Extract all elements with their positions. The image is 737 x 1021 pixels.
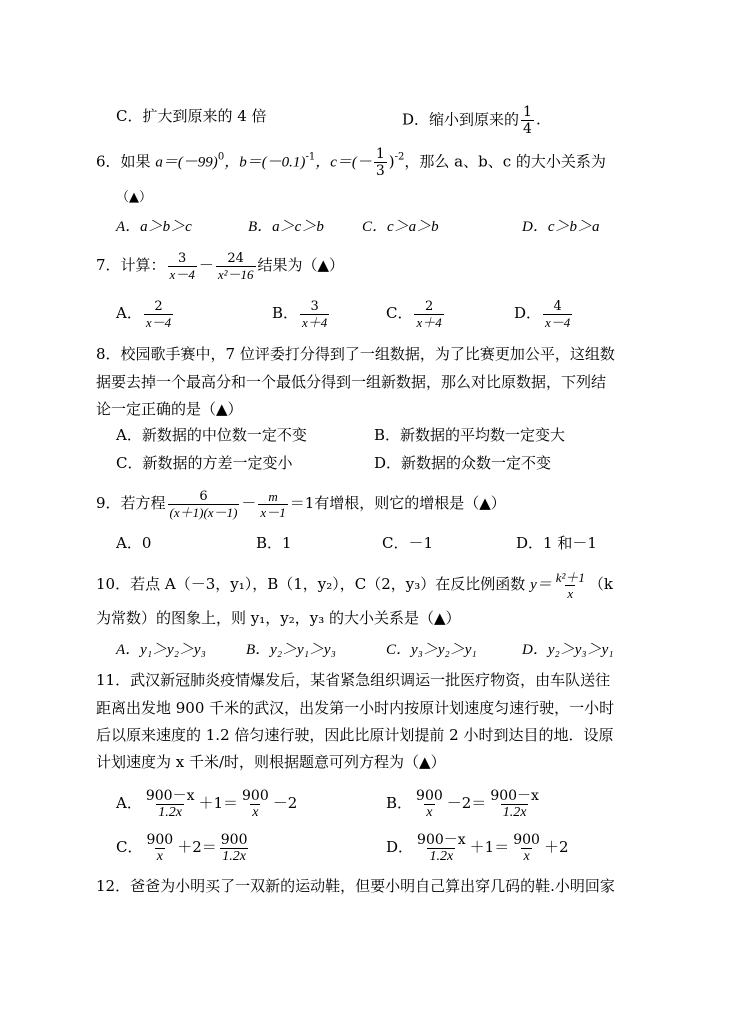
q8-line-1: 8．校园歌手赛中，7 位评委打分得到了一组数据，为了比赛更加公平，这组数 <box>96 345 615 363</box>
q9-stem: 9．若方程 $\frac{6}{(x+1)(x-1)}$ － $\frac{m}{x-1}$ ＝1有增根，则它的增根是（▲） <box>96 488 506 520</box>
q8-option-d: D．新数据的众数一定不变 <box>374 454 552 472</box>
q10-fraction: $\frac{\text{k²＋1}}{x}$ <box>555 569 585 601</box>
q11-option-c: C． $\frac{900}{x}$ ＋2＝ $\frac{900}{1.2x}$ <box>116 831 248 864</box>
q11-line-1: 11．武汉新冠肺炎疫情爆发后，某省紧急组织调运一批医疗物资，由车队送往 <box>96 671 611 689</box>
q7-option-d: D． $\frac{4}{x-4}$ <box>514 298 571 330</box>
q5-option-d: D．缩小到原来的 $\frac{1}{4}$ . <box>402 104 541 137</box>
q8-line-3: 论一定正确的是（▲） <box>96 400 243 418</box>
q10-option-d: D．y₂＞y₃＞y₁ <box>522 642 614 658</box>
q9-option-a: A．0 <box>116 534 152 552</box>
q11-line-2: 距离出发地 900 千米的武汉，出发第一小时内按原计划速度匀速行驶，一小时 <box>96 699 615 717</box>
q8-option-c: C．新数据的方差一定变小 <box>116 454 293 472</box>
q7-option-a: A． $\frac{2}{x-4}$ <box>116 298 172 330</box>
q8-option-b: B．新数据的平均数一定变大 <box>374 426 566 444</box>
q7-fraction-2: $\frac{24}{\text{x²－16}}$ <box>217 250 254 282</box>
q6-c-def: ，c＝(－ <box>315 154 372 171</box>
q7-option-b: B． $\frac{3}{x+4}$ <box>272 298 328 330</box>
q11-line-4: 计划速度为 x 千米/时，则根据题意可列方程为（▲） <box>96 753 446 771</box>
q11-option-b: B． $\frac{900}{x}$ －2＝ $\frac{900-x}{1.2x}$ <box>386 787 539 820</box>
q10-stem: 10．若点 A（－3，y₁），B（1，y₂），C（2，y₃）在反比例函数 y＝ $\frac{\text{k²＋1}}{x}$ （k <box>96 569 613 601</box>
q6-option-d: D．c＞b＞a <box>522 219 600 235</box>
q6-paren: （▲） <box>116 190 152 205</box>
q6-stem: 6．如果 $a=(-99)^0$，$b=(-0.1)^{-1}$，c＝(－ $\frac{1}{3}$ )$^{-2}$，那么 a、b、c 的大小关系为 <box>96 146 606 179</box>
q9-option-b: B．1 <box>256 534 292 552</box>
q9-fraction-2: $\frac{m}{x-1}$ <box>260 488 286 520</box>
q5-option-c: C．扩大到原来的 4 倍 <box>116 107 267 125</box>
q6-option-c: C．c＞a＞b <box>362 219 439 235</box>
q6-option-a: A．a＞b＞c <box>116 219 192 235</box>
q7-fraction-1: $\frac{3}{x-4}$ <box>169 250 195 282</box>
q9-option-c: C．－1 <box>382 534 434 552</box>
q5-fraction: $\frac{1}{4}$ <box>523 104 532 137</box>
q11-option-a: A． $\frac{900-x}{1.2x}$ ＋1＝ $\frac{900}{x}$ －2 <box>116 787 298 820</box>
q6-fraction: $\frac{1}{3}$ <box>375 146 385 179</box>
q12-line-1: 12．爸爸为小明买了一双新的运动鞋，但要小明自己算出穿几码的鞋.小明回家 <box>96 877 615 895</box>
q7-option-c: C． $\frac{2}{x+4}$ <box>386 298 442 330</box>
q6-option-b: B．a＞c＞b <box>248 219 324 235</box>
q9-fraction-1: $\frac{6}{(x+1)(x-1)}$ <box>169 488 238 520</box>
q10-line-2: 为常数）的图象上，则 y₁，y₂，y₃ 的大小关系是（▲） <box>96 609 461 627</box>
q9-option-d: D．1 和－1 <box>516 534 597 552</box>
q8-option-a: A．新数据的中位数一定不变 <box>116 426 307 444</box>
q10-option-b: B．y₂＞y₁＞y₃ <box>246 642 336 658</box>
q6-b-def: ，b＝(－0.1) <box>224 154 306 171</box>
q8-line-2: 据要去掉一个最高分和一个最低分得到一组新数据，那么对比原数据，下列结 <box>96 373 607 391</box>
q11-line-3: 后以原来速度的 1.2 倍匀速行驶，因此比原计划提前 2 小时到达目的地．设原 <box>96 726 614 744</box>
q10-option-c: C．y₃＞y₂＞y₁ <box>386 642 477 658</box>
q11-option-d: D． $\frac{900-x}{1.2x}$ ＋1＝ $\frac{900}{x}$ ＋2 <box>386 831 569 864</box>
q10-option-a: A．y₁＞y₂＞y₃ <box>116 642 206 658</box>
q6-a-def: a＝(－99) <box>155 154 218 171</box>
q7-stem: 7．计算： $\frac{3}{x-4}$ － $\frac{24}{\text{x²－16}}$ 结果为（▲） <box>96 250 345 282</box>
